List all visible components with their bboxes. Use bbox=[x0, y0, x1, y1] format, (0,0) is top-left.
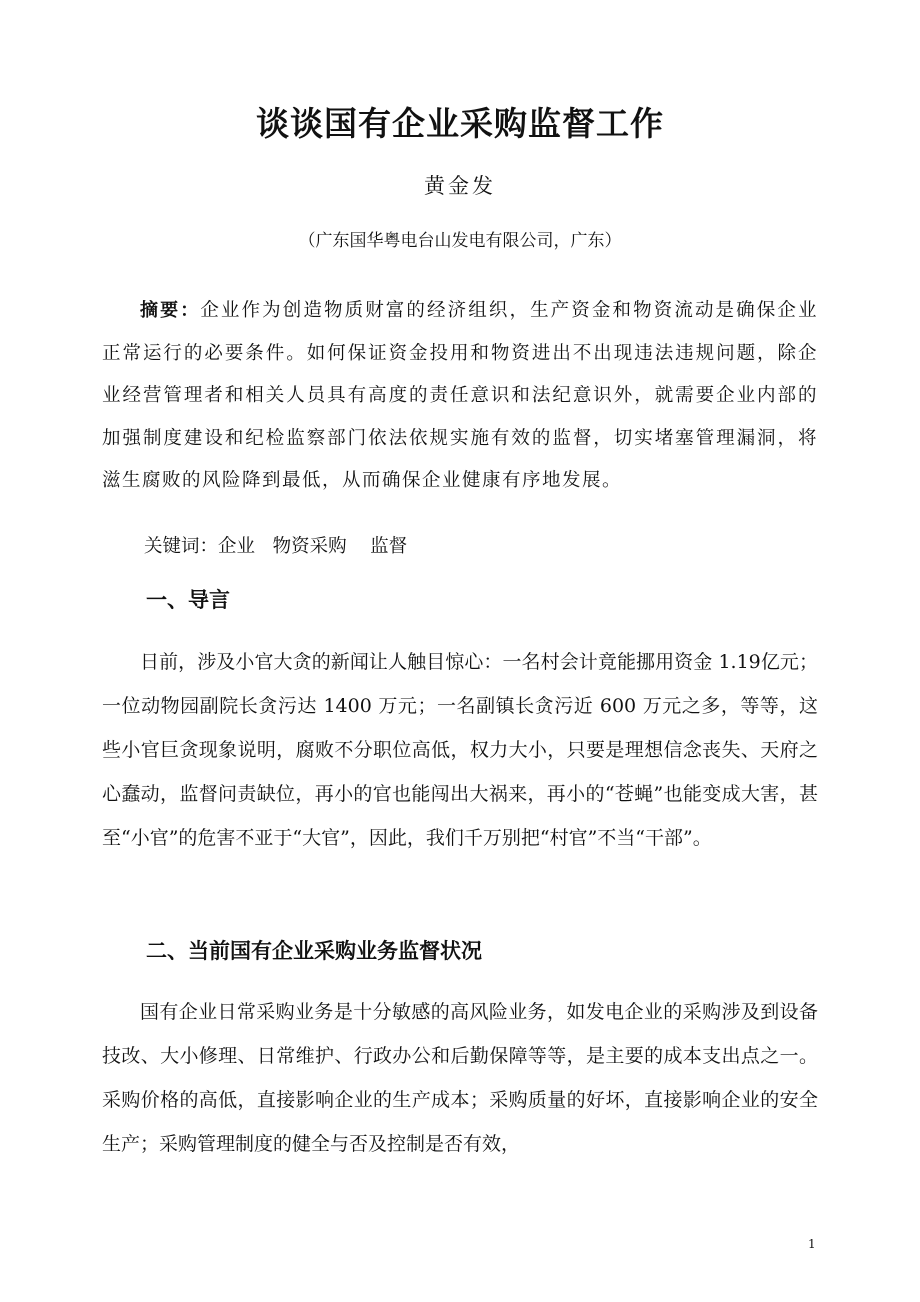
abstract-block bbox=[102, 290, 818, 503]
document-title: 谈谈国有企业采购监督工作 bbox=[256, 104, 664, 143]
author-affiliation: （广东国华粤电台山发电有限公司，广东） bbox=[298, 231, 622, 251]
abstract-label: 摘要： bbox=[140, 300, 201, 321]
section-current-status-body bbox=[102, 990, 818, 1166]
section-heading-current-status: 二、当前国有企业采购业务监督状况 bbox=[146, 939, 482, 963]
section-current-status-paragraph: 国有企业日常采购业务是十分敏感的高风险业务，如发电企业的采购涉及到设备技改、大小修理、日常维护、行政办公和后勤保障等等，是主要的成本支出点之一。采购价格的高低，直接影响企业的生产成本；采购质量的好坏，直接影响企业的安全生产；采购管理制度的健全与否及控制是否有效， bbox=[102, 1001, 818, 1155]
section-introduction-body bbox=[102, 640, 818, 860]
abstract-paragraph bbox=[102, 290, 818, 503]
page-number: 1 bbox=[808, 1237, 816, 1251]
author-name: 黄金发 bbox=[424, 174, 496, 198]
section-introduction-paragraph: 日前，涉及小官大贪的新闻让人触目惊心：一名村会计竟能挪用资金 1.19亿元；一位动物园副院长贪污达 1400 万元；一名副镇长贪污近 600 万元之多，等等，这些小官巨贪现象说明，腐败不分职位高低，权力大小，只要是理想信念丧失、天府之心蠢动，监督问责缺位，再小的官也能闯出大祸来，再小的“苍蝇”也能变成大害，甚至“小官”的危害不亚于“大官”，因此，我们千万别把“村官”不当“干部”。 bbox=[102, 651, 818, 849]
section-heading-introduction: 一、导言 bbox=[146, 588, 230, 612]
abstract-text: 企业作为创造物质财富的经济组织，生产资金和物资流动是确保企业正常运行的必要条件。如何保证资金投用和物资进出不出现违法违规问题，除企业经营管理者和相关人员具有高度的责任意识和法纪意识外，就需要企业内部的加强制度建设和纪检监察部门依法依规实施有效的监督，切实堵塞管理漏洞，将滋生腐败的风险降到最低，从而确保企业健康有序地发展。 bbox=[102, 300, 818, 491]
keywords-line: 关键词：企业 物资采购 监督 bbox=[144, 536, 408, 557]
